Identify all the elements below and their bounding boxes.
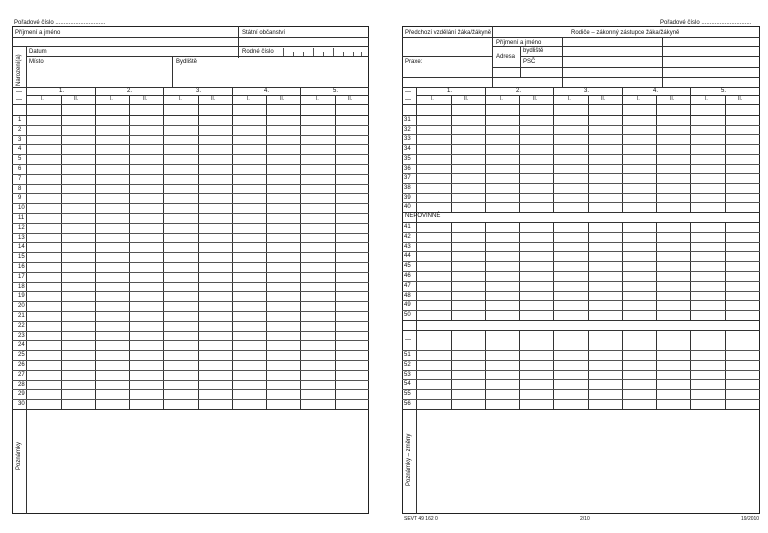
right-dash-2: —	[405, 97, 411, 103]
right-row-number: 40	[404, 204, 411, 211]
footer-page: 2/10	[580, 516, 590, 522]
left-row-number: 10	[18, 205, 25, 212]
right-row-number: 54	[404, 381, 411, 388]
table-row[interactable]	[12, 331, 369, 332]
right-row-number: 39	[404, 194, 411, 201]
table-row[interactable]	[12, 380, 369, 381]
left-year-4: 4.	[264, 88, 270, 94]
right-row-number: 36	[404, 165, 411, 172]
table-row[interactable]	[402, 370, 760, 371]
left-row-number: 1	[18, 117, 22, 123]
table-row[interactable]	[402, 164, 760, 165]
left-birth-number-label: Rodné číslo	[242, 49, 274, 55]
right-row-number: 49	[404, 302, 411, 309]
left-half-4a: I.	[247, 96, 250, 102]
table-row[interactable]	[402, 251, 760, 252]
right-name-label: Příjmení a jméno	[496, 40, 542, 46]
left-row-number: 7	[18, 175, 22, 182]
right-row-number: 50	[404, 312, 411, 319]
left-dash-2: —	[16, 97, 22, 103]
right-prev-edu-label: Předchozí vzdělání žáka/žákyně	[405, 30, 492, 36]
right-zip-label: PSČ	[523, 59, 536, 65]
right-half-3a: I.	[568, 96, 571, 102]
table-row[interactable]	[402, 242, 760, 243]
table-row[interactable]	[12, 125, 369, 126]
left-year-2: 2.	[127, 88, 133, 94]
right-row-number: 33	[404, 136, 411, 143]
left-dash-1: —	[16, 89, 22, 95]
left-row-number: 17	[18, 273, 25, 280]
table-row[interactable]	[402, 134, 760, 135]
table-row[interactable]	[12, 174, 369, 175]
left-half-5a: I.	[316, 96, 319, 102]
right-row-number: 38	[404, 184, 411, 191]
table-row[interactable]	[402, 271, 760, 272]
left-row-number: 22	[18, 322, 25, 329]
left-half-1a: I.	[41, 96, 44, 102]
table-row[interactable]	[12, 311, 369, 312]
right-optional-label: NEPOVINNÉ	[405, 213, 441, 219]
left-row-number: 28	[18, 381, 25, 388]
right-row-number: 37	[404, 175, 411, 182]
table-row[interactable]	[402, 281, 760, 282]
left-row-number: 14	[18, 244, 25, 251]
footer-code: SEVT 49 162 0	[404, 516, 438, 522]
right-row-number: 46	[404, 273, 411, 279]
left-half-3a: I.	[179, 96, 182, 102]
right-half-4a: I.	[637, 96, 640, 102]
right-row-number: 43	[404, 243, 411, 250]
right-dash-1: —	[405, 89, 411, 95]
right-row-number: 44	[404, 253, 411, 260]
right-year-5: 5.	[721, 88, 727, 94]
right-row-number: 32	[404, 126, 411, 133]
table-row[interactable]	[12, 193, 369, 194]
right-address-label: Adresa	[496, 54, 516, 60]
right-year-2: 2.	[516, 88, 522, 94]
table-row[interactable]	[402, 360, 760, 361]
table-row[interactable]	[402, 310, 760, 311]
left-year-5: 5.	[333, 88, 339, 94]
left-notes-label: Poznámky	[16, 441, 22, 470]
right-row-number: 45	[404, 263, 411, 270]
left-row-number: 5	[18, 156, 22, 163]
left-row-number: 19	[18, 293, 25, 300]
left-half-5b: II.	[348, 96, 353, 102]
left-row-number: 6	[18, 166, 22, 172]
table-row[interactable]	[12, 203, 369, 204]
table-row[interactable]	[12, 272, 369, 273]
table-row[interactable]	[402, 125, 760, 126]
right-row-number: 35	[404, 155, 411, 162]
left-row-number: 29	[18, 391, 25, 398]
right-year-1: 1.	[447, 88, 453, 94]
right-half-3b: II.	[601, 96, 606, 102]
left-row-number: 9	[18, 195, 22, 202]
table-row[interactable]	[12, 164, 369, 165]
left-name-label: Příjmení a jméno	[15, 30, 61, 36]
table-row[interactable]	[402, 154, 760, 155]
right-half-2b: II.	[533, 96, 538, 102]
table-row[interactable]	[12, 154, 369, 155]
left-row-number: 18	[18, 283, 25, 290]
table-row[interactable]	[402, 261, 760, 262]
table-row[interactable]	[402, 193, 760, 194]
left-row-number: 30	[18, 401, 25, 408]
right-row-number: 42	[404, 233, 411, 240]
left-row-number: 24	[18, 342, 25, 349]
table-row[interactable]	[12, 213, 369, 214]
right-row-number: 34	[404, 146, 411, 153]
table-row[interactable]	[12, 340, 369, 341]
left-row-number: 27	[18, 371, 25, 378]
right-half-5b: II.	[738, 96, 743, 102]
table-row[interactable]	[12, 350, 369, 351]
table-row[interactable]	[12, 301, 369, 302]
left-row-number: 21	[18, 313, 25, 319]
table-row[interactable]	[12, 291, 369, 292]
left-row-number: 3	[18, 136, 22, 143]
right-parents-label: Rodiče – zákonný zástupce žáka/žákyně	[571, 30, 680, 36]
left-half-3b: II.	[211, 96, 216, 102]
table-row[interactable]	[402, 291, 760, 292]
left-half-2b: II.	[143, 96, 148, 102]
table-row[interactable]	[402, 379, 760, 380]
right-row-number: 55	[404, 391, 411, 398]
table-row[interactable]	[12, 223, 369, 224]
right-half-1a: I.	[431, 96, 434, 102]
right-half-1b: II.	[464, 96, 469, 102]
right-half-5a: I.	[705, 96, 708, 102]
table-row[interactable]	[402, 183, 760, 184]
left-row-number: 13	[18, 234, 25, 241]
left-row-number: 2	[18, 126, 22, 133]
table-row[interactable]	[12, 370, 369, 371]
table-row[interactable]	[12, 144, 369, 145]
right-row-number: 51	[404, 352, 411, 358]
left-row-number: 23	[18, 332, 25, 339]
left-place-label: Místo	[29, 59, 44, 65]
left-row-number: 20	[18, 303, 25, 310]
left-row-number: 8	[18, 185, 22, 192]
left-residence-label: Bydliště	[176, 59, 198, 65]
table-row[interactable]	[12, 321, 369, 322]
table-row[interactable]	[402, 202, 760, 203]
table-row[interactable]	[402, 144, 760, 145]
right-row-number: 53	[404, 371, 411, 378]
footer-year: 19/2010	[741, 516, 760, 522]
table-row[interactable]	[402, 300, 760, 301]
right-row-number: 56	[404, 401, 411, 407]
right-row-number: 31	[404, 117, 411, 123]
left-row-number: 25	[18, 352, 25, 359]
right-practice-label: Praxe:	[405, 59, 423, 65]
left-row-number: 12	[18, 224, 25, 231]
left-row-number: 15	[18, 254, 25, 261]
left-year-1: 1.	[59, 88, 65, 94]
table-row[interactable]	[12, 399, 369, 400]
table-row[interactable]	[402, 173, 760, 174]
table-row[interactable]	[12, 262, 369, 263]
table-row[interactable]	[402, 232, 760, 233]
right-dash-3: —	[405, 337, 411, 343]
right-row-number: 47	[404, 282, 411, 289]
table-row[interactable]	[12, 135, 369, 136]
left-row-number: 26	[18, 362, 25, 368]
table-row[interactable]	[12, 233, 369, 234]
left-year-3: 3.	[196, 88, 202, 94]
right-residence-label: bydliště	[523, 48, 544, 54]
right-row-number: 41	[404, 224, 411, 230]
table-row[interactable]	[12, 282, 369, 283]
table-row[interactable]	[12, 252, 369, 253]
left-half-2a: I.	[110, 96, 113, 102]
right-row-number: 48	[404, 292, 411, 299]
left-row-number: 4	[18, 146, 22, 153]
left-born-label: Narození(a)	[16, 54, 22, 86]
left-row-number: 11	[18, 215, 25, 221]
right-year-4: 4.	[653, 88, 659, 94]
left-seq-number: Pořadové číslo ..............................	[14, 20, 106, 26]
right-half-2a: I.	[500, 96, 503, 102]
right-year-3: 3.	[584, 88, 590, 94]
right-seq-number: Pořadové číslo ..............................	[660, 20, 752, 26]
left-half-4b: II.	[280, 96, 285, 102]
table-row[interactable]	[402, 389, 760, 390]
table-row[interactable]	[12, 184, 369, 185]
left-row-number: 16	[18, 264, 25, 270]
right-notes-label: Poznámky – změny	[406, 433, 412, 486]
left-half-1b: II.	[74, 96, 79, 102]
right-row-number: 52	[404, 361, 411, 368]
left-date-label: Datum	[29, 49, 47, 55]
table-row[interactable]	[12, 242, 369, 243]
left-citizenship-label: Státní občanství	[242, 30, 286, 36]
table-row[interactable]	[12, 360, 369, 361]
right-half-4b: II.	[670, 96, 675, 102]
table-row[interactable]	[12, 389, 369, 390]
table-row[interactable]	[402, 399, 760, 400]
